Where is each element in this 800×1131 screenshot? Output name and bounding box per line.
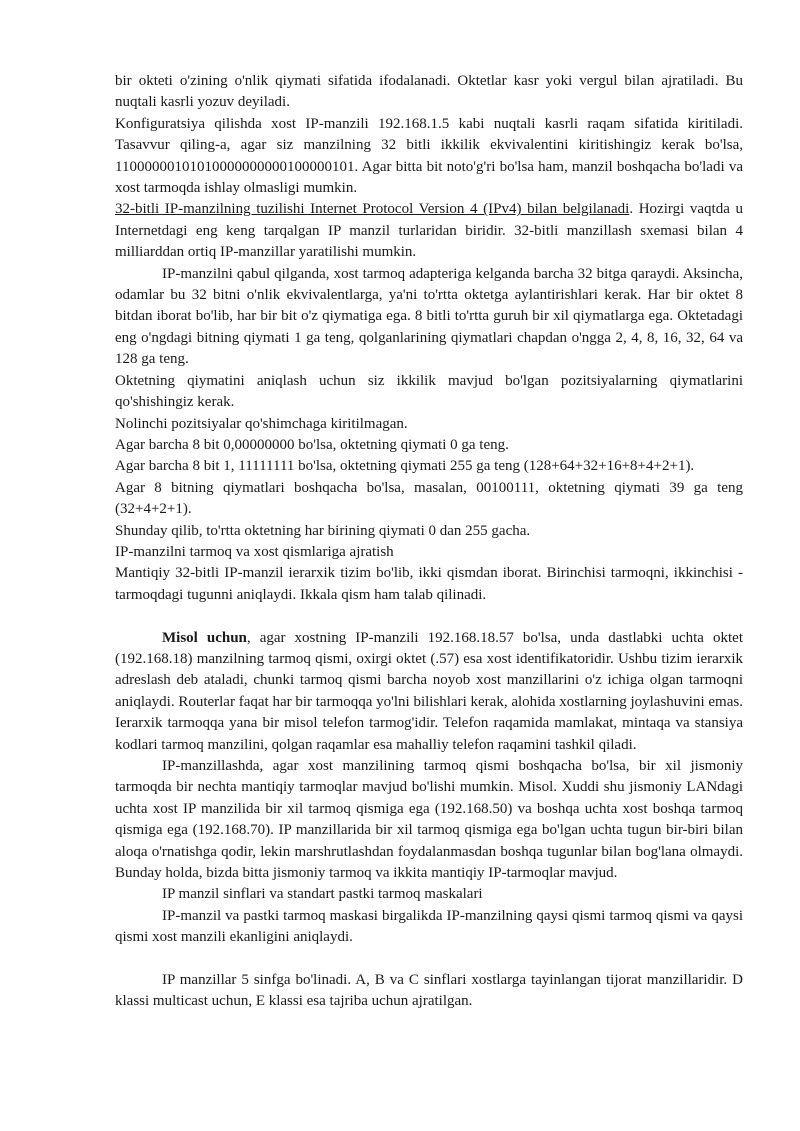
paragraph-bits-octets: IP-manzilni qabul qilganda, xost tarmoq adapteriga kelganda barcha 32 bitga qaraydi. Aksincha, odamlar bu 32 bitni o'nlik ekvivalentlarga, ya'ni to'rtta oktetga aylantirishlari kerak. Har bir oktet 8 bitdan iborat bo'lib, har bir bit o'z qiymatiga ega. 8 bitli to'rtta guruh bir xil qiymatlarga ega. Oktetadagi eng o'ngdagi bitning qiymati 1 ga teng, qolganlarining qiymatlari chapdan o'ngga 2, 4, 8, 16, 32, 64 va 128 ga teng. [115, 265, 743, 368]
paragraph-telephone-network: Ierarxik tarmoqqa yana bir misol telefon tarmog'idir. Telefon raqamida mamlakat, mintaqa va stansiya kodlari tarmoq manzilini, qolgan raqamlar esa mahalliy telefon raqamini tashkil qiladi. [115, 715, 743, 753]
paragraph-logical-networks: IP-manzillashda, agar xost manzilining tarmoq qismi boshqacha bo'lsa, bir xil jismoniy tarmoqda bir nechta mantiqiy tarmoqlar mavjud bo'lishi mumkin. Misol. Xuddi shu jismoniy LANdagi uchta xost IP manzilida bir xil tarmoq qismiga ega (192.168.50) va boshqa uchta xost boshqa tarmoq qismiga ega (192.168.70). IP manzillarida bir xil tarmoq qismiga ega bo'lgan uchta tugun bir-biri bilan aloqa o'rnatishga qodir, lekin marshrutlashdan foydalanmasdan boshqa tugunlar bilan bog'lana olmaydi. Bunday holda, bizda bitta jismoniy tarmoq va ikkita mantiqiy IP-tarmoqlar mavjud. [115, 757, 743, 882]
paragraph-octet-range: Shunday qilib, to'rtta oktetning har birining qiymati 0 dan 255 gacha. [115, 522, 531, 539]
example-text: , agar xostning IP-manzili 192.168.18.57 bo'lsa, unda dastlabki uchta oktet (192.168.18) manzilning tarmoq qismi, oxirgi oktet (.57) esa xost identifikatoridir. Ushbu tizim ierarxik adreslash deb ataladi, chunki tarmoq qismi barcha noyob xost manzillarini o'z ichiga olgan tarmoqni aniqlaydi. Routerlar faqat har bir tarmoqqa yo'lni bilishlari kerak, alohida xostlarning joylashuvini emas. [115, 629, 743, 710]
ipv4-definition-rest: . Hozirgi vaqtda u Internetdagi eng keng tarqalgan IP manzil turlaridan biridir. 32-bitli manzillash sxemasi bilan 4 milliarddan ortiq IP-manzillar yaratilishi mumkin. [115, 201, 743, 261]
section-heading-ip-classes: IP manzil sinflari va standart pastki tarmoq maskalari [162, 886, 483, 903]
paragraph-address-classes: IP manzillar 5 sinfga bo'linadi. A, B va C sinflari xostlarga tayinlangan tijorat manzillaridir. D klassi multicast uchun, E klassi esa tajriba uchun ajratilgan. [115, 972, 743, 1010]
paragraph-example [115, 628, 743, 714]
paragraph-all-zero: Agar barcha 8 bit 0,00000000 bo'lsa, oktetning qiymati 0 ga teng. [115, 436, 509, 453]
paragraph-configuration: Konfiguratsiya qilishda xost IP-manzili 192.168.1.5 kabi nuqtali kasrli raqam sifatida kiritiladi. Tasavvur qiling-a, agar siz manzilning 32 bitli ikkilik ekvivalentini kiritishingiz kerak bo'lsa, 11000000101010000000000100000101. Agar bitta bit noto'g'ri bo'lsa ham, manzil boshqacha bo'ladi va xost tarmoqda ishlay olmasligi mumkin. [115, 115, 743, 197]
paragraph-mixed-bits: Agar 8 bitning qiymatlari boshqacha bo'lsa, masalan, 00100111, oktetning qiymati 39 ga teng (32+4+2+1). [115, 479, 743, 518]
blank-line [115, 949, 743, 970]
example-label-bold: Misol uchun [162, 629, 247, 646]
paragraph-all-one: Agar barcha 8 bit 1, 11111111 bo'lsa, oktetning qiymati 255 ga teng (128+64+32+16+8+4+2+1). [115, 458, 695, 475]
ipv4-definition-underlined: 32-bitli IP-manzilning tuzilishi Internet Protocol Version 4 (IPv4) bilan belgilanadi [115, 201, 630, 218]
paragraph-octet-value: Oktetning qiymatini aniqlash uchun siz ikkilik mavjud bo'lgan pozitsiyalarning qiymatlarini qo'shishingiz kerak. [115, 372, 743, 411]
section-heading-network-host: IP-manzilni tarmoq va xost qismlariga ajratish [115, 543, 394, 560]
paragraph-hierarchical-system: Mantiqiy 32-bitli IP-manzil ierarxik tizim bo'lib, ikki qismdan iborat. Birinchisi tarmoqni, ikkinchisi - tarmoqdagi tugunni aniqlaydi. Ikkala qism ham talab qilinadi. [115, 565, 743, 603]
paragraph-octet-notation: bir okteti o'zining o'nlik qiymati sifatida ifodalanadi. Oktetlar kasr yoki vergul bilan ajratiladi. Bu nuqtali kasrli yozuv deyiladi. [115, 73, 743, 111]
paragraph-ipv4-structure [115, 199, 743, 263]
paragraph-zero-positions: Nolinchi pozitsiyalar qo'shimchaga kiritilmagan. [115, 415, 408, 432]
paragraph-subnet-mask: IP-manzil va pastki tarmoq maskasi birgalikda IP-manzilning qaysi qismi tarmoq qismi va qaysi qismi xost manzili ekanligini aniqlaydi. [115, 907, 743, 946]
blank-line [115, 606, 743, 627]
